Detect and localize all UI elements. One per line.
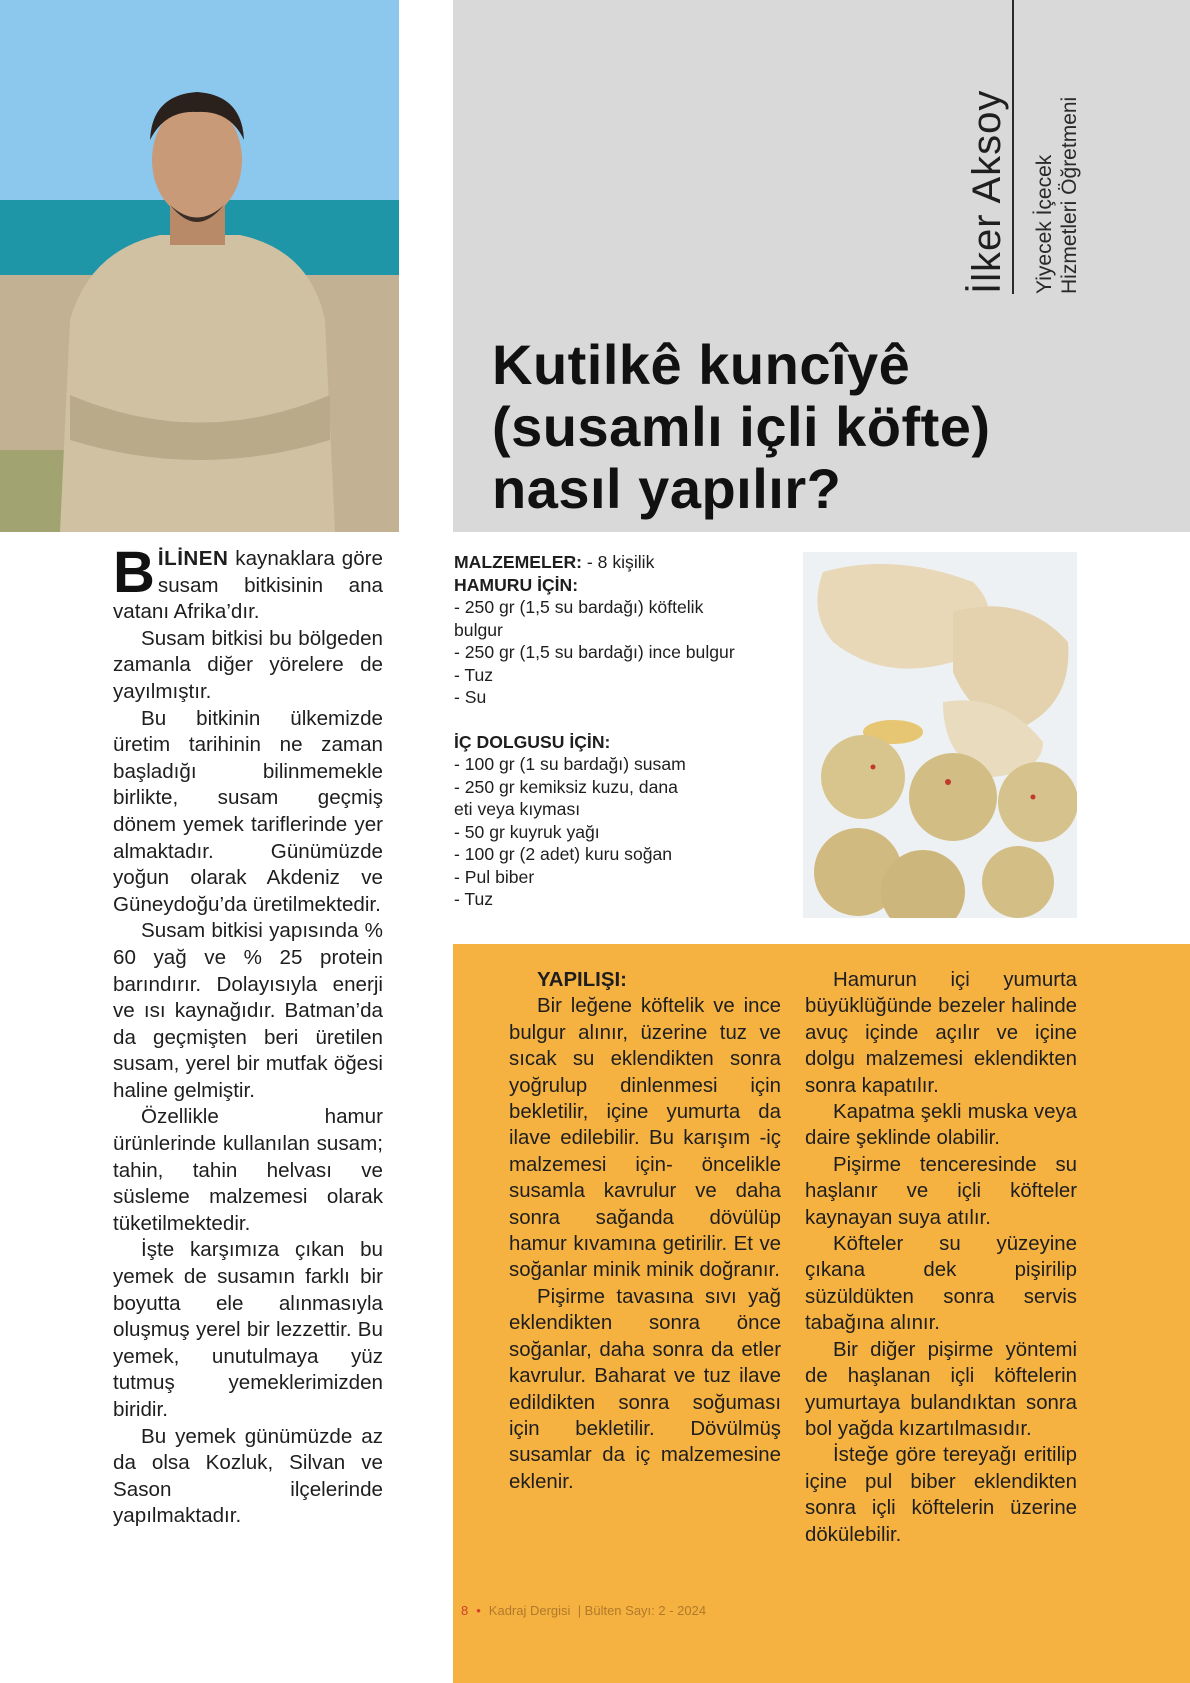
ingredient-item: - 100 gr (1 su bardağı) susam [454,754,686,774]
author-role-line2: Hizmetleri Öğretmeni [1058,96,1081,294]
page-number: 8 [461,1603,469,1618]
intro-column [113,540,383,1530]
issue-info: | Bülten Sayı: 2 - 2024 [577,1603,707,1618]
method-paragraph: Köfteler su yüzeyine çıkana dek pişirilip süzüldükten sonra servis tabağına alınır. [805,1233,1077,1335]
intro-paragraph: Özellikle hamur ürünlerinde kullanılan susam; tahin, tahin helvası ve süsleme malzemesi olarak tüketilmektedir. [113,1105,383,1235]
author-name: İlker Aksoy [965,89,1009,294]
method-paragraph: Kapatma şekli muska veya daire şeklinde olabilir. [805,1101,1077,1150]
article-title-line1: Kutilkê kuncîyê [492,333,911,396]
footer-bullet: • [476,1603,481,1618]
method-heading: YAPILIŞI: [537,969,627,991]
ingredients-heading: MALZEMELER: [454,552,583,572]
servings: - 8 kişilik [582,552,655,572]
intro-paragraph [113,540,383,626]
method-paragraph: İsteğe göre tereyağı eritilip içine pul biber eklendikten sonra içli köftelerin üzerine dökülebilir. [805,1444,1077,1546]
intro-paragraph: Bu bitkinin ülkemizde üretim tarihinin ne zaman başladığı bilinmemekle birlikte, susam geçmiş dönem yemek tariflerinde yer almaktadır. Günümüzde yoğun olarak Akdeniz ve Güneydoğu’da üretilmektedir. [113,706,383,916]
ingredient-item: - 250 gr kemiksiz kuzu, dana [454,776,678,797]
ingredient-item: - 250 gr (1,5 su bardağı) köftelik [454,597,704,617]
dropcap: B [113,540,155,605]
food-photo [803,552,1077,918]
author-photo [0,0,399,532]
page-footer [461,1603,706,1618]
method-column-2 [805,967,1077,1548]
ingredient-item: - 250 gr (1,5 su bardağı) ince bulgur [454,642,735,662]
ingredient-item: eti veya kıyması [454,799,581,819]
ingredients-heading-line [454,551,784,574]
dough-heading: HAMURU İÇİN: [454,574,579,595]
intro-paragraph: Susam bitkisi bu bölgeden zamanla diğer yörelere de yayılmıştır. [113,626,383,703]
method-paragraph: Pişirme tenceresinde su haşlanır ve içli köfteler kaynayan suya atılır. [805,1153,1077,1229]
ingredient-item: bulgur [454,619,503,640]
intro-paragraph: İşte karşımıza çıkan bu yemek de susamın farklı bir boyutta ele alınmasıyla oluşmuş yerel bir lezzettir. Bu yemek, unutulmaya yüz tutmuş yemeklerimizden biridir. [113,1238,383,1421]
method-column-1 [509,967,781,1495]
lead-word: İLİNEN [157,547,229,570]
article-title [492,334,1152,520]
magazine-name: Kadraj Dergisi [488,1603,571,1618]
intro-first-text: kaynaklara göre susam bitkisinin ana vatanı Afrika’dır. [113,547,383,624]
ingredient-item: - 50 gr kuyruk yağı [454,821,600,842]
method-paragraph: Bir leğene köftelik ve ince bulgur alınır, üzerine tuz ve sıcak su eklendikten sonra yoğrulup dinlenmesi için bekletilir, içine yumurta da ilave edilebilir. Bu karışım -iç malzemesi için- öncelikle susamla kavrulur ve daha sonra sağanda dövülüp hamur kıvamına getirilir. Et ve soğanlar minik minik doğranır. [509,995,781,1282]
filling-heading: İÇ DOLGUSU İÇİN: [454,731,611,752]
article-title-line3: nasıl yapılır? [492,457,842,520]
article-title-line2: (susamlı içli köfte) [492,395,991,458]
intro-paragraph: Bu yemek günümüzde az da olsa Kozluk, Silvan ve Sason ilçelerinde yapılmaktadır. [113,1424,383,1528]
author-role-line1: Yiyecek İçecek [1033,154,1056,294]
ingredient-item: - Tuz [454,664,494,685]
ingredient-item: - Tuz [454,889,494,909]
method-paragraph: Pişirme tavasına sıvı yağ eklendikten sonra önce soğanlar, daha sonra da etler kavrulur. Baharat ve tuz ilave edildikten sonra soğuması için bekletilir. Dövülmüş susamlar da iç malzemesine eklenir. [509,1285,781,1493]
ingredient-item: - Pul biber [454,866,535,887]
intro-paragraph: Susam bitkisi yapısında % 60 yağ ve % 25 protein barındırır. Dolayısıyla enerji ve ısı kaynağıdır. Batman’da da geçmişten beri üretilen susam, yerel bir mutfak öğesi haline gelmiştir. [113,919,383,1102]
method-paragraph: Hamurun içi yumurta büyüklüğünde bezeler halinde avuç içinde açılır ve içine dolgu malzemesi eklendikten sonra kapatılır. [805,969,1077,1097]
ingredients-list [454,551,784,911]
author-role [1032,0,1102,294]
ingredient-item: - 100 gr (2 adet) kuru soğan [454,844,673,864]
ingredient-item: - Su [454,687,487,707]
method-paragraph: Bir diğer pişirme yöntemi de haşlanan içli köftelerin yumurtaya bulandıktan sonra bol yağda kızartılmasıdır. [805,1338,1077,1440]
